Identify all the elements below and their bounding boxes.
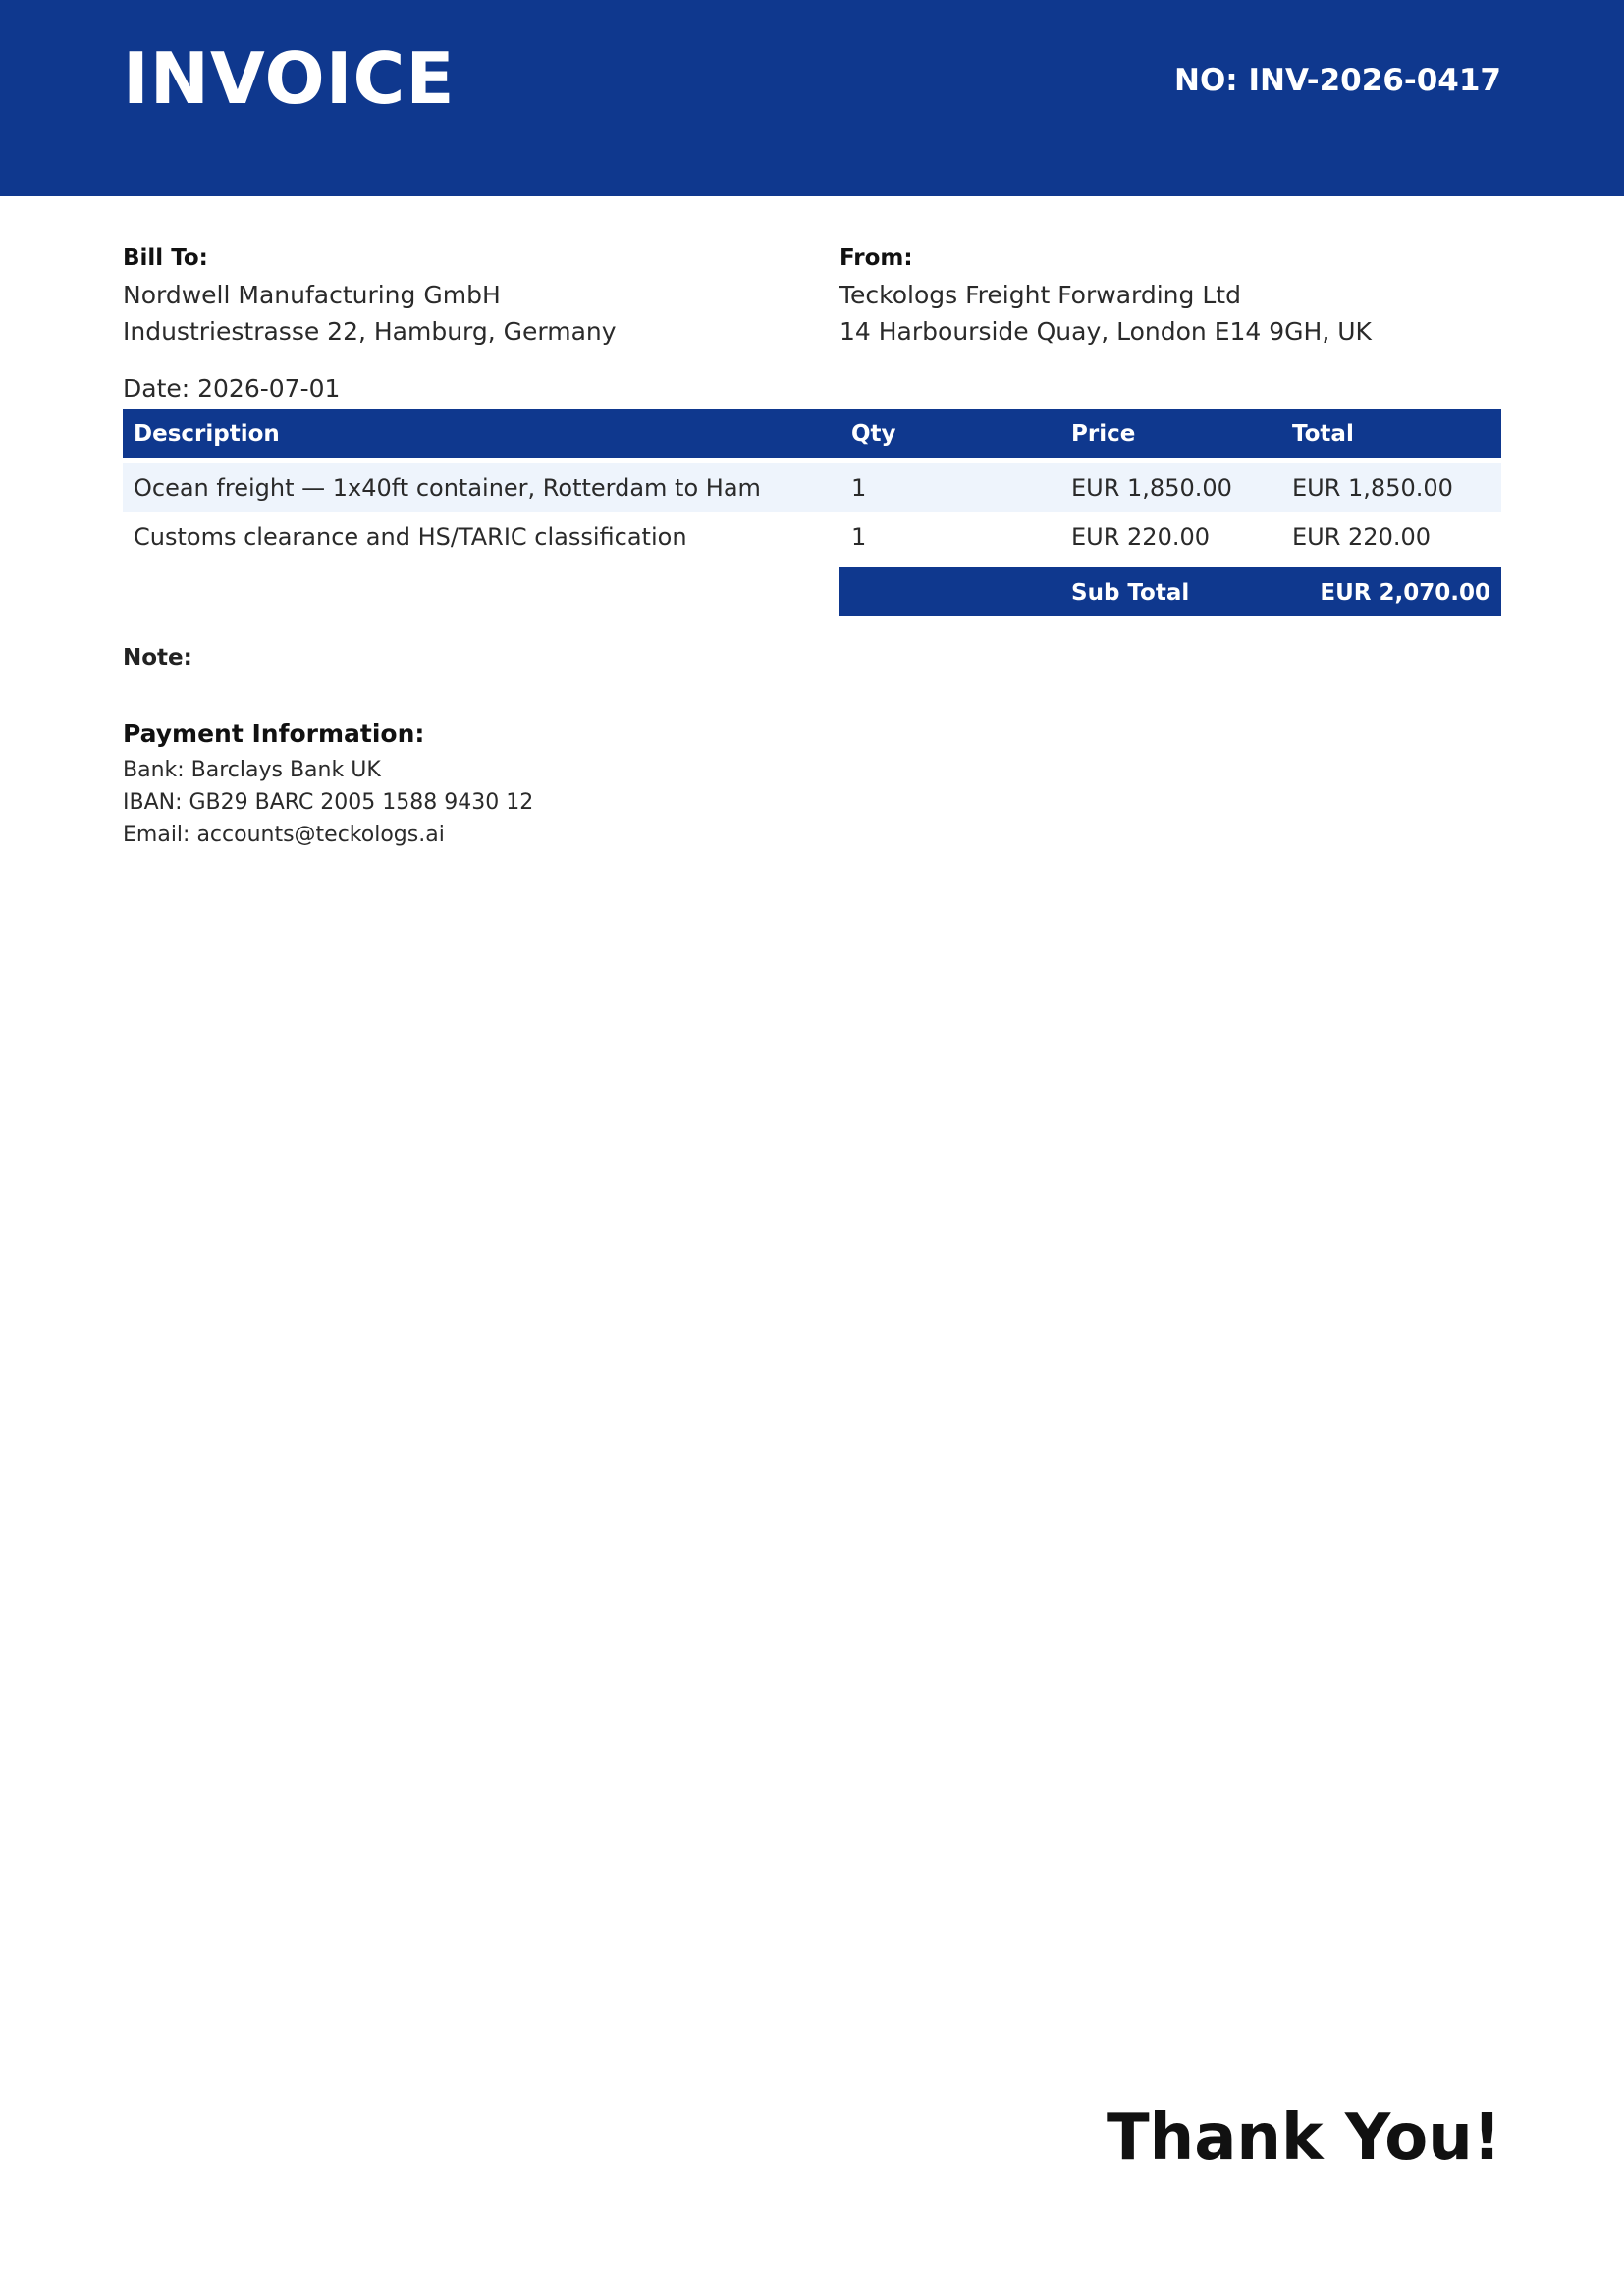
- cell-price: EUR 1,850.00: [1071, 474, 1232, 502]
- cell-total: EUR 220.00: [1292, 523, 1432, 551]
- invoice-header: [0, 0, 1624, 196]
- table-row: [123, 463, 1501, 512]
- from-address: 14 Harbourside Quay, London E14 9GH, UK: [839, 317, 1372, 346]
- bill-to-label: Bill To:: [123, 245, 208, 271]
- invoice-date: Date: 2026-07-01: [123, 374, 341, 402]
- from-name: Teckologs Freight Forwarding Ltd: [839, 281, 1241, 309]
- column-header-price: Price: [1071, 421, 1136, 447]
- table-header-row: [123, 409, 1501, 458]
- bill-to-block: [123, 241, 617, 349]
- bill-to-name: Nordwell Manufacturing GmbH: [123, 281, 501, 309]
- column-header-total: Total: [1292, 421, 1354, 447]
- column-header-description: Description: [134, 421, 280, 447]
- cell-description: Customs clearance and HS/TARIC classification: [134, 523, 687, 551]
- payment-iban: IBAN: GB29 BARC 2005 1588 9430 12: [123, 790, 534, 815]
- cell-total: EUR 1,850.00: [1292, 474, 1453, 502]
- cell-qty: 1: [851, 523, 867, 551]
- cell-description: Ocean freight — 1x40ft container, Rotterdam to Ham: [134, 474, 761, 502]
- payment-bank: Bank: Barclays Bank UK: [123, 758, 381, 782]
- invoice-number: NO: INV-2026-0417: [1174, 63, 1501, 98]
- table-row: [123, 512, 1501, 561]
- note-label: Note:: [123, 645, 192, 670]
- from-block: [839, 241, 1372, 349]
- subtotal-label: Sub Total: [1071, 580, 1190, 606]
- line-items-table: [123, 409, 1501, 561]
- thank-you-text: Thank You!: [1107, 2102, 1501, 2174]
- column-header-qty: Qty: [851, 421, 896, 447]
- subtotal-value: EUR 2,070.00: [1320, 580, 1490, 606]
- invoice-title: INVOICE: [123, 37, 456, 120]
- payment-email: Email: accounts@teckologs.ai: [123, 823, 445, 847]
- from-label: From:: [839, 245, 913, 271]
- cell-price: EUR 220.00: [1071, 523, 1211, 551]
- cell-qty: 1: [851, 474, 867, 502]
- payment-info: [123, 717, 533, 851]
- payment-title: Payment Information:: [123, 720, 425, 748]
- subtotal-bar: [839, 567, 1501, 616]
- bill-to-address: Industriestrasse 22, Hamburg, Germany: [123, 317, 617, 346]
